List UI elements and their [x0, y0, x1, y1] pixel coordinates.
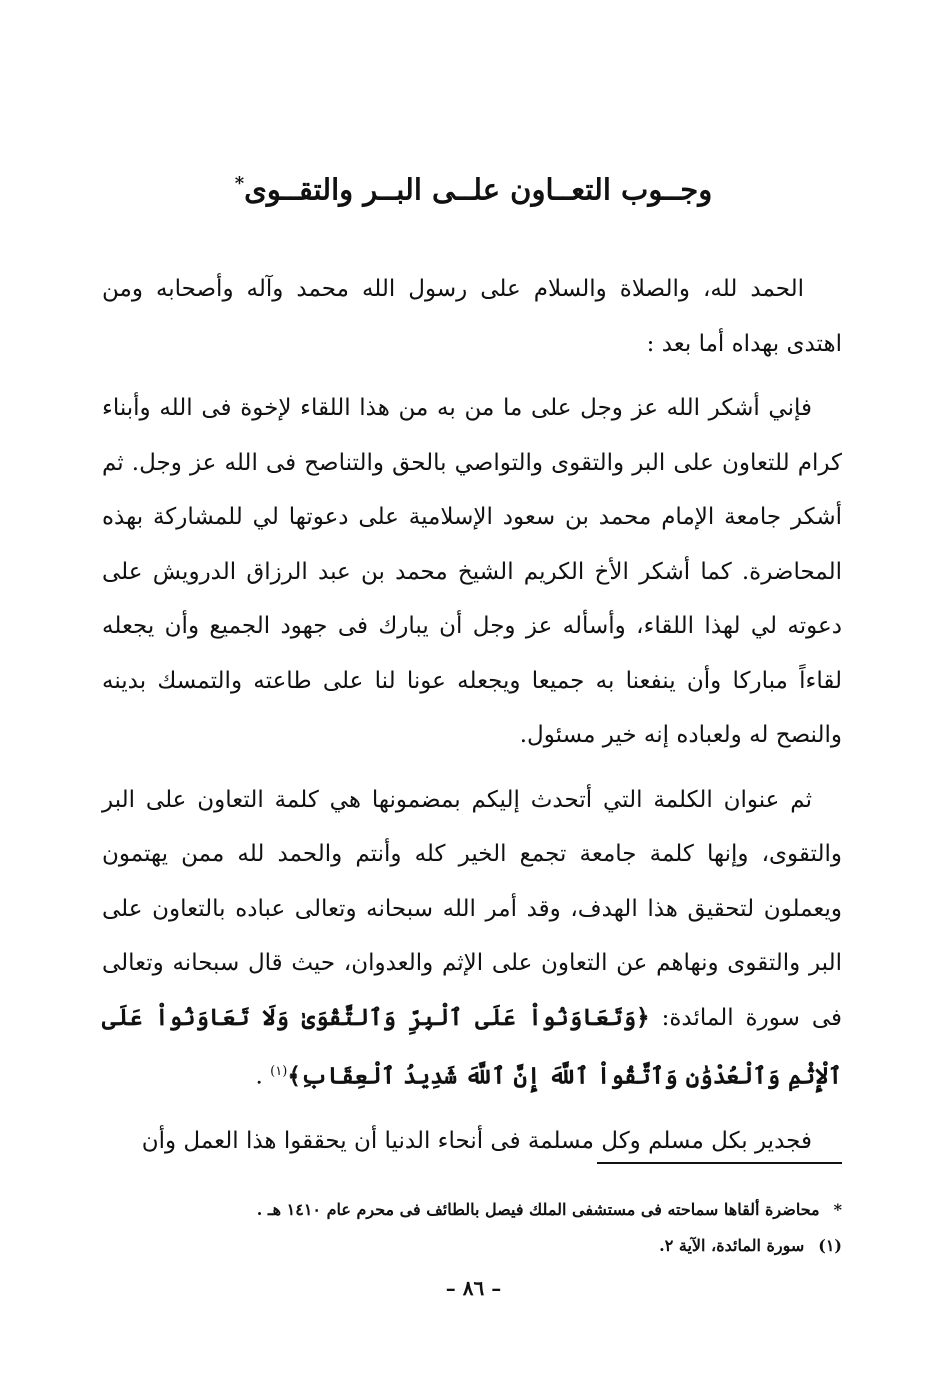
footnote-lecture [102, 1192, 842, 1228]
verse-end-dot: . [255, 1063, 271, 1090]
paragraph-opening: الحمد لله، والصلاة والسلام على رسول الله محمد وآله وأصحابه ومن اهتدى بهداه أما بعد : [102, 276, 842, 357]
footnote-text: محاضرة ألقاها سماحته فى مستشفى الملك فيصل بالطائف فى محرم عام ١٤١٠ هـ . [256, 1200, 820, 1219]
title-text: وجــوب التعــاون علــى البــر والتقــوى [244, 172, 713, 207]
footnote-ref-1: (١) [270, 1064, 288, 1079]
paragraph-topic [102, 773, 842, 1105]
footnote-marker: (١) [818, 1236, 842, 1255]
page-title [0, 160, 947, 214]
footnote-surah [102, 1228, 842, 1264]
paragraph-thanks: فإني أشكر الله عز وجل على ما من به من هذا اللقاء لإخوة فى الله وأبناء كرام للتعاون على البر والتقوى والتواصي بالحق والتناصح فى الله عز وجل. ثم أشكر جامعة الإمام محمد بن سعود الإسلامية على دعوتها لي للمشاركة بهذه المحاضرة. كما أشكر الأخ الكريم الشيخ محمد بن عبد الرزاق الدرويش على دعوته لي لهذا اللقاء، وأسأله عز وجل أن يبارك فى جهود الجميع وأن يجعله لقاءاً مباركا وأن ينفعنا به جميعا ويجعله عونا لنا على طاعته والتمسك بدينه والنصح له ولعباده إنه خير مسئول. [102, 395, 842, 748]
title-footnote-mark: * [234, 173, 245, 194]
footnotes [102, 1192, 842, 1264]
footnote-text: سورة المائدة، الآية ٢. [659, 1236, 805, 1255]
main-text [102, 262, 842, 1179]
quran-verse: ﴿وَتَعَاوَنُواْ عَلَى ٱلْبِرِّ وَٱلتَّقْوَىٰ وَلَا تَعَاوَنُواْ عَلَى ٱلْإِثْمِ وَٱلْعُدْوَٰنِ وَٱتَّقُواْ ٱللَّهَ إِنَّ ٱللَّهَ شَدِيدُ ٱلْعِقَابِ﴾ [102, 1003, 842, 1090]
paragraph-conclusion: فجدير بكل مسلم وكل مسلمة فى أنحاء الدنيا أن يحققوا هذا العمل وأن [141, 1128, 812, 1155]
paragraph-topic-text: ثم عنوان الكلمة التي أتحدث إليكم بمضمونها هي كلمة التعاون على البر والتقوى، وإنها كلمة جامعة تجمع الخير كله وأنتم والحمد لله ممن يهتمون ويعملون لتحقيق هذا الهدف، وقد أمر الله سبحانه وتعالى عباده بالتعاون على البر والتقوى ونهاهم عن التعاون على الإثم والعدوان، حيث قال سبحانه وتعالى فى سورة المائدة: [102, 786, 842, 1031]
footnote-marker: * [833, 1200, 842, 1219]
footnote-divider [597, 1162, 842, 1164]
page-number: – ٨٦ – [445, 1276, 502, 1300]
